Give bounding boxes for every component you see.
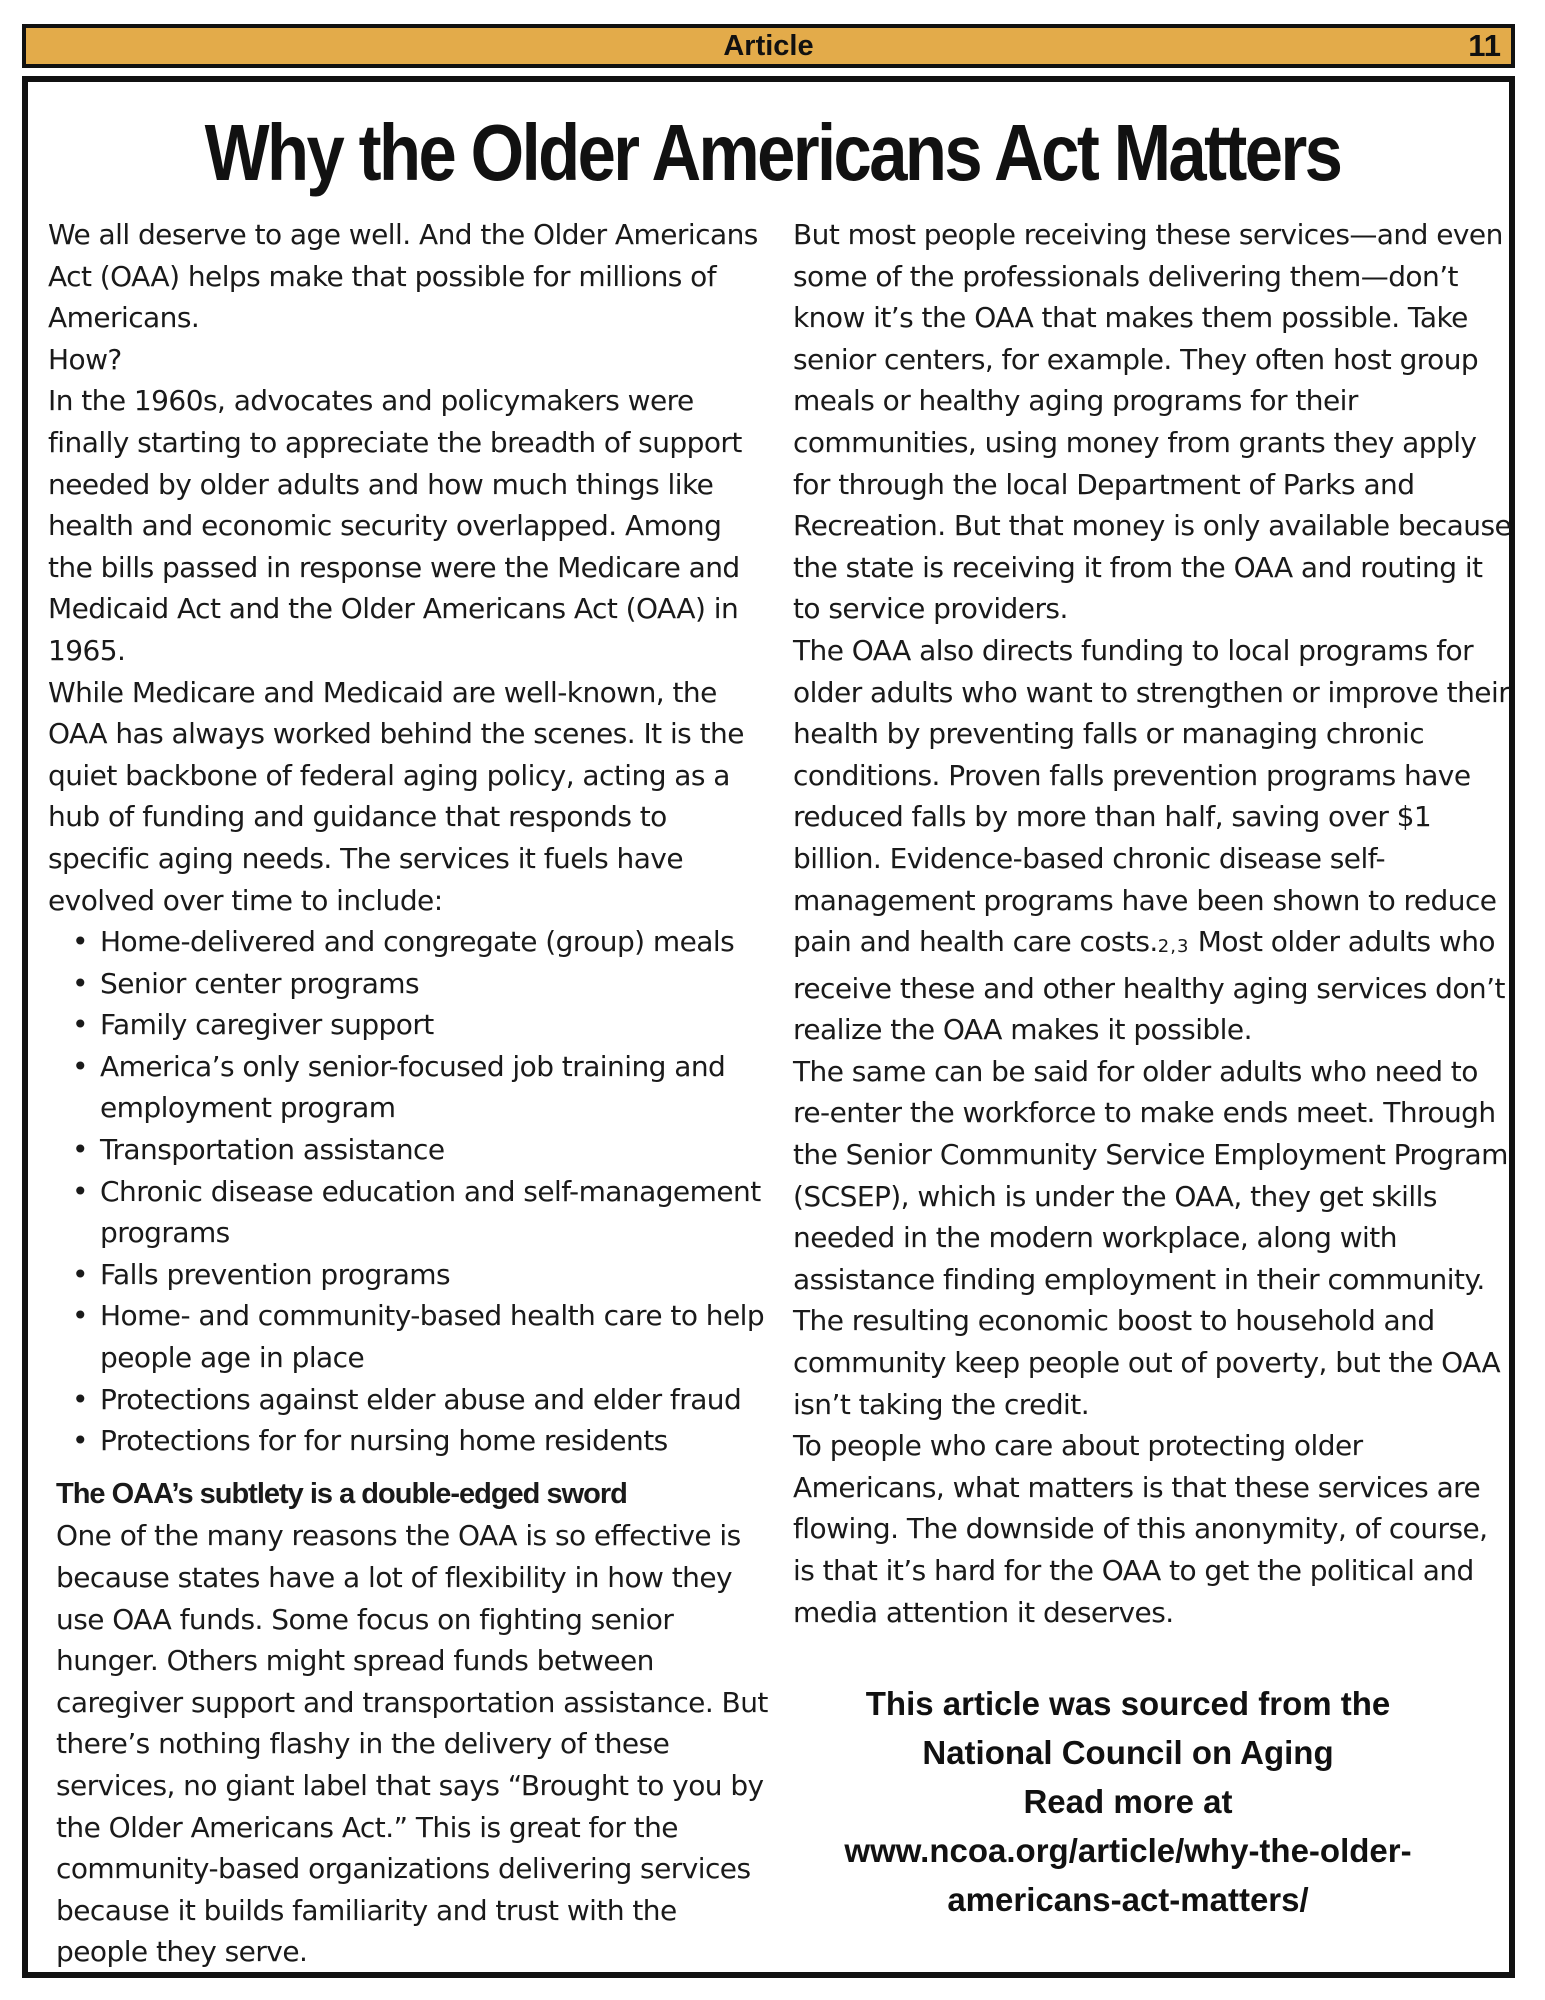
section-label: Article [723,30,814,62]
list-item: • Home- and community-based health care to help people age in place [100,1295,768,1378]
list-item: • Family caregiver support [100,1004,768,1046]
list-item: • Protections against elder abuse and elder fraud [100,1379,768,1421]
section-header-bar [22,24,1515,68]
unaware-paragraph: But most people receiving these services—and even some of the professionals delivering them—don’t know it’s the OAA that makes them possible. Take senior centers, for example. They often host group meals or healthy aging programs for their communities, using money from grants they apply for through the local Department of Parks and Recreation. But that money is only available because the state is receiving it from the OAA and routing it to service providers. [793,218,1512,626]
read-more-label: Read more at [1023,1783,1233,1820]
workforce-paragraph: The same can be said for older adults who need to re-enter the workforce to make ends meet. Through the Senior Community Service Employment Program (SCSEP), which is under the OAA, they get skills needed in the modern workplace, along with assistance finding employment in their community. The resulting economic boost to household and community keep people out of poverty, but the OAA isn’t taking the credit. [793,1054,1508,1421]
funding-text-a: The OAA also directs funding to local programs for older adults who want to strengthen or improve their health by preventing falls or managing chronic conditions. Proven falls prevention programs have reduced falls by more than half, saving over $1 billion. Evidence-based chronic disease self-management programs have been shown to reduce pain and health care costs. [793,633,1510,959]
source-line: This article was sourced from the [865,1685,1391,1722]
list-item: • Senior center programs [100,963,768,1005]
list-item: • Transportation assistance [100,1129,768,1171]
subtlety-section [48,1474,768,1973]
history-paragraph: In the 1960s, advocates and policymakers were finally starting to appreciate the breadth of support needed by older adults and how much things like health and economic security overlapped. Among the bills passed in response were the Medicare and Medicaid Act and the Older Americans Act (OAA) in 1965. [48,384,742,667]
page-number: 11 [1468,28,1501,63]
section-heading: The OAA’s subtlety is a double-edged sword [56,1477,627,1510]
source-organization: National Council on Aging [922,1734,1334,1771]
backbone-paragraph: While Medicare and Medicaid are well-known, the OAA has always worked behind the scenes. It is the quiet backbone of federal aging policy, acting as a hub of funding and guidance that responds to specific aging needs. The services it fuels have evolved over time to include: [48,675,744,917]
list-item: • Protections for for nursing home residents [100,1420,768,1462]
intro-paragraph: We all deserve to age well. And the Older Americans Act (OAA) helps make that possible for millions of Americans. [48,218,758,335]
source-url-line: americans-act-matters/ [947,1881,1309,1918]
list-item: • America’s only senior-focused job training and employment program [100,1046,768,1129]
funding-text-b: Most older adults who receive these and other healthy aging services don’t realize the OAA makes it possible. [793,925,1505,1047]
funding-paragraph [793,630,1515,1051]
list-item: • Home-delivered and congregate (group) meals [100,921,768,963]
article-title: Why the Older Americans Act Matters [204,108,1341,197]
source-url-line: www.ncoa.org/article/why-the-older- [844,1832,1412,1869]
services-list [48,921,768,1462]
how-paragraph: How? [48,342,122,376]
right-column [793,214,1515,1633]
footnote-reference: 2,3 [1157,936,1190,958]
source-credit [793,1679,1463,1924]
list-item: • Chronic disease education and self-management programs [100,1171,768,1254]
anonymity-paragraph: To people who care about protecting older Americans, what matters is that these services are flowing. The downside of this anonymity, of course, is that it’s hard for the OAA to get the political and media attention it deserves. [793,1429,1488,1629]
subtlety-paragraph: One of the many reasons the OAA is so effective is because states have a lot of flexibility in how they use OAA funds. Some focus on fighting senior hunger. Others might spread funds between caregiver support and transportation assistance. But there’s nothing flashy in the delivery of these services, no giant label that says “Brought to you by the Older Americans Act.” This is great for the community-based organizations delivering services because it builds familiarity and trust with the people they serve. [56,1519,768,1969]
left-column [48,214,768,1973]
list-item: • Falls prevention programs [100,1254,768,1296]
